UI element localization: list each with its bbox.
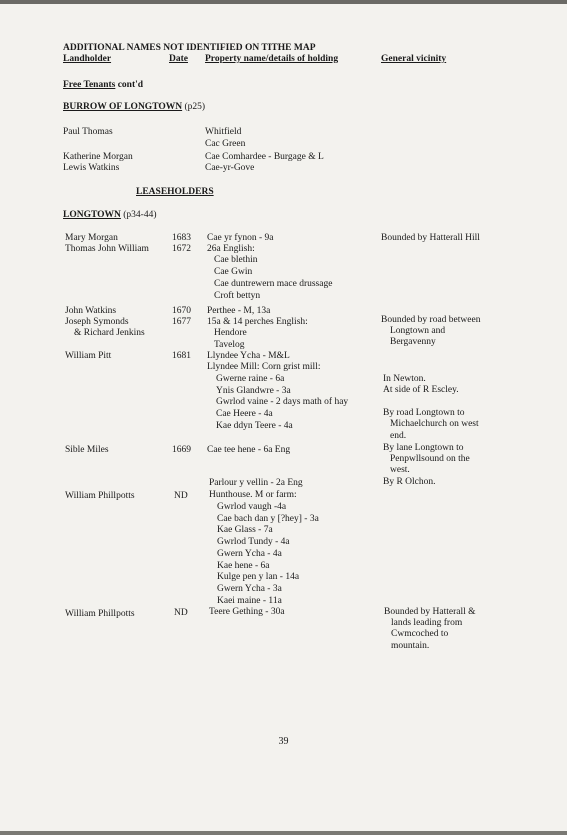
landholder-name: Sible Miles bbox=[65, 445, 109, 455]
property-line: Cae Comhardee - Burgage & L bbox=[205, 152, 324, 162]
vicinity-line: By road Longtown to bbox=[383, 408, 465, 418]
section-free-tenants bbox=[63, 80, 143, 91]
property-line: 26a English: bbox=[207, 244, 255, 254]
property-line: Gwerne raine - 6a bbox=[216, 374, 285, 384]
property-line: Gwrlod vaugh -4a bbox=[217, 502, 287, 512]
property-line: Gwrlod Tundy - 4a bbox=[217, 537, 290, 547]
column-header-vicinity: General vicinity bbox=[381, 54, 447, 64]
property-line: Llyndee Mill: Corn grist mill: bbox=[207, 362, 321, 372]
vicinity-line: Bounded by road between bbox=[381, 315, 481, 325]
landholder-name: William Phillpotts bbox=[65, 609, 135, 619]
property-line: Cae-yr-Gove bbox=[205, 163, 255, 173]
property-line: Croft bettyn bbox=[214, 291, 261, 301]
property-line: Kaei maine - 11a bbox=[217, 596, 282, 606]
vicinity-line: Longtown and bbox=[390, 326, 446, 336]
longtown-title: LONGTOWN bbox=[63, 210, 121, 220]
page-number: 39 bbox=[278, 736, 289, 747]
property-line: Cae blethin bbox=[214, 255, 258, 265]
landholder-name: Paul Thomas bbox=[63, 127, 113, 137]
property-line: Kae ddyn Teere - 4a bbox=[216, 421, 293, 431]
vicinity-line: lands leading from bbox=[391, 618, 463, 628]
vicinity-line: end. bbox=[390, 431, 407, 441]
property-line: 15a & 14 perches English: bbox=[207, 317, 308, 327]
vicinity-line: By R Olchon. bbox=[383, 477, 436, 487]
property-line: Cae bach dan y [?hey] - 3a bbox=[217, 514, 319, 524]
property-line: Gwrlod vaine - 2 days math of hay bbox=[216, 397, 349, 407]
burrow-ref: (p25) bbox=[184, 102, 206, 112]
property-line: Kae Glass - 7a bbox=[217, 525, 273, 535]
landholder-name: & Richard Jenkins bbox=[74, 328, 145, 338]
property-line: Teere Gething - 30a bbox=[209, 607, 285, 617]
column-header-landholder: Landholder bbox=[63, 54, 112, 64]
landholder-name: William Pitt bbox=[65, 351, 112, 361]
vicinity-line: Penpwllsound on the bbox=[390, 454, 470, 464]
entry-date: ND bbox=[174, 608, 188, 618]
property-line: Cae Gwin bbox=[214, 267, 253, 277]
property-line: Llyndee Ycha - M&L bbox=[207, 351, 290, 361]
landholder-name: Joseph Symonds bbox=[65, 317, 129, 327]
property-line: Cae tee hene - 6a Eng bbox=[207, 445, 291, 455]
property-line: Kulge pen y lan - 14a bbox=[217, 572, 300, 582]
property-line: Hunthouse. M or farm: bbox=[209, 490, 297, 500]
vicinity-line: Bergavenny bbox=[390, 337, 436, 347]
landholder-name: William Phillpotts bbox=[65, 491, 135, 501]
entry-date: 1672 bbox=[172, 244, 191, 254]
property-line: Parlour y vellin - 2a Eng bbox=[209, 478, 303, 488]
burrow-title: BURROW OF LONGTOWN bbox=[63, 102, 183, 112]
landholder-name: Mary Morgan bbox=[65, 233, 118, 243]
column-header-property: Property name/details of holding bbox=[205, 54, 339, 64]
vicinity-line: Michaelchurch on west bbox=[390, 419, 479, 429]
property-line: Ynis Glandwre - 3a bbox=[216, 386, 291, 396]
vicinity-line: In Newton. bbox=[383, 374, 426, 384]
landholder-name: John Watkins bbox=[65, 306, 117, 316]
page-edge-top bbox=[0, 0, 567, 4]
property-line: Gwern Ycha - 4a bbox=[217, 549, 282, 559]
free-tenants-label: Free Tenants bbox=[63, 80, 116, 90]
section-leaseholders: LEASEHOLDERS bbox=[136, 187, 214, 197]
vicinity-line: mountain. bbox=[391, 641, 430, 651]
vicinity-line: west. bbox=[390, 465, 410, 475]
property-line: Cac Green bbox=[205, 139, 246, 149]
vicinity-line: At side of R Escley. bbox=[383, 385, 459, 395]
longtown-ref: (p34-44) bbox=[123, 210, 157, 220]
vicinity-line: Cwmcoched to bbox=[391, 629, 449, 639]
section-longtown bbox=[63, 210, 157, 221]
landholder-name: Lewis Watkins bbox=[63, 163, 120, 173]
landholder-name: Thomas John William bbox=[65, 244, 149, 254]
entry-date: 1670 bbox=[172, 306, 191, 316]
entry-date: 1681 bbox=[172, 351, 191, 361]
entry-date: 1677 bbox=[172, 317, 191, 327]
entry-date: 1669 bbox=[172, 445, 191, 455]
property-line: Cae yr fynon - 9a bbox=[207, 233, 274, 243]
property-line: Tavelog bbox=[214, 340, 245, 350]
property-line: Whitfield bbox=[205, 127, 242, 137]
vicinity-line: By lane Longtown to bbox=[383, 443, 464, 453]
column-header-date: Date bbox=[169, 54, 188, 64]
landholder-name: Katherine Morgan bbox=[63, 152, 133, 162]
property-line: Hendore bbox=[214, 328, 247, 338]
document-title: ADDITIONAL NAMES NOT IDENTIFIED ON TITHE MAP bbox=[63, 43, 316, 53]
page-edge-bottom bbox=[0, 831, 567, 835]
property-line: Cae Heere - 4a bbox=[216, 409, 273, 419]
property-line: Kae hene - 6a bbox=[217, 561, 270, 571]
free-tenants-suffix: cont'd bbox=[117, 80, 144, 90]
vicinity-line: Bounded by Hatterall Hill bbox=[381, 233, 480, 243]
entry-date: ND bbox=[174, 491, 188, 501]
entry-date: 1683 bbox=[172, 233, 191, 243]
property-line: Perthee - M, 13a bbox=[207, 306, 271, 316]
vicinity-line: Bounded by Hatterall & bbox=[384, 607, 476, 617]
property-line: Gwern Ycha - 3a bbox=[217, 584, 282, 594]
property-line: Cae duntrewern mace drussage bbox=[214, 279, 333, 289]
section-burrow-of-longtown bbox=[63, 102, 205, 113]
